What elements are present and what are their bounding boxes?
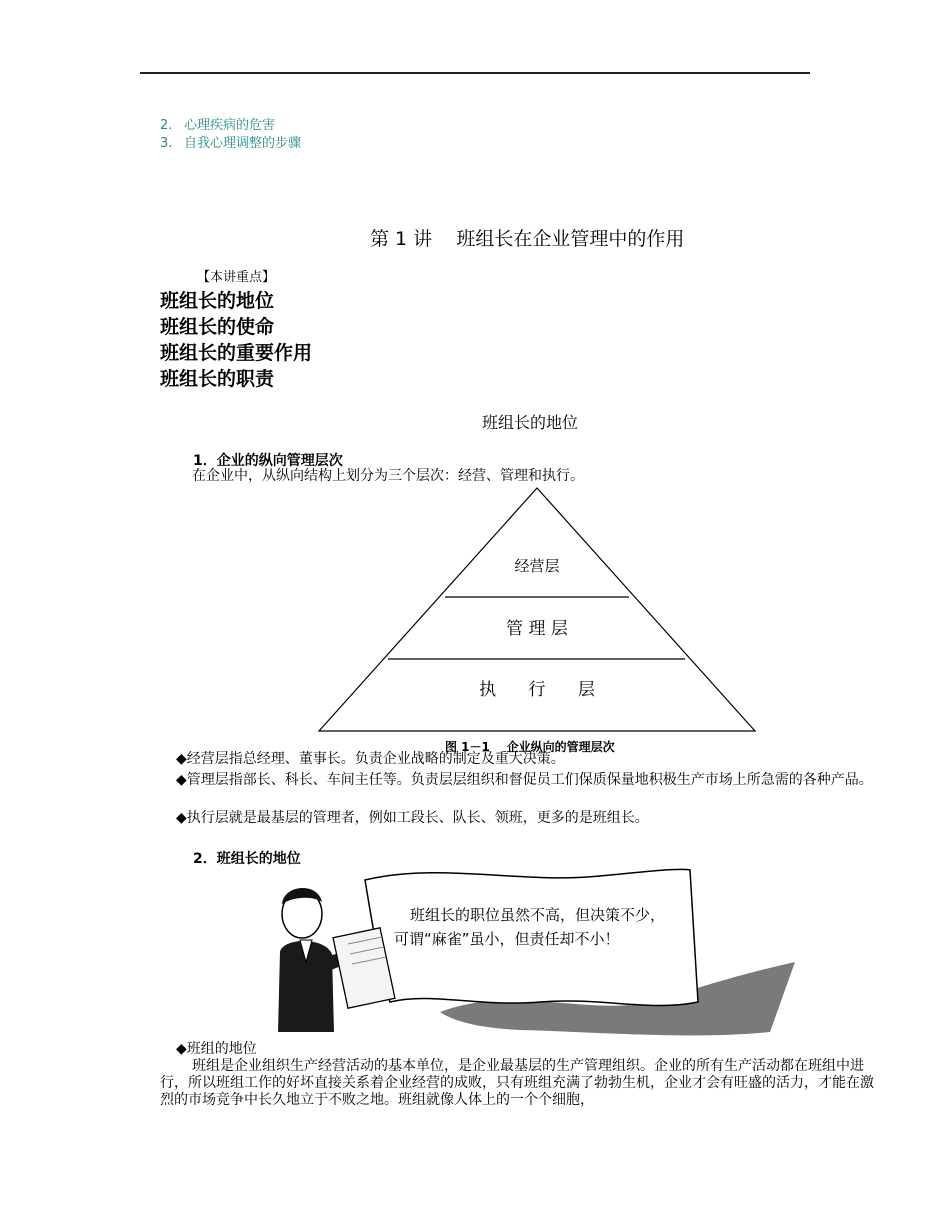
banner-illustration [270,862,800,1042]
pyramid-diagram [315,485,760,735]
key-point-item: 班组长的重要作用 [160,342,313,364]
key-point-item: 班组长的使命 [160,316,275,338]
bullet-item: ◆管理层指部长、科长、车间主任等。负责层层组织和督促员工们保质保量地积极生产市场上所急需的各种产品。 [176,772,873,788]
key-point-item: 班组长的职责 [160,368,275,390]
banner-line-2: 可谓“麻雀”虽小，但责任却不小！ [394,930,620,948]
header-rule [140,72,810,74]
team-paragraph: 班组是企业组织生产经营活动的基本单位，是企业最基层的生产管理组织。企业的所有生产活动都在班组中进行，所以班组工作的好坏直接关系着企业经营的成败，只有班组充满了勃勃生机，企业才会有旺盛的活力，才能在激烈的市场竞争中长久地立于不败之地。班组就像人体上的一个个细胞， [160,1058,874,1108]
bullet-item: ◆班组的地位 [176,1041,257,1057]
section-title: 班组长的地位 [482,413,579,432]
bullet-item: ◆经营层指总经理、董事长。负责企业战略的制定及重大决策。 [176,751,565,767]
figure-caption: 图 1－1 企业纵向的管理层次 [445,740,615,754]
pyramid-top-label: 经营层 [514,557,560,575]
banner-line-1: 班组长的职位虽然不高，但决策不少， [410,906,666,924]
intro-paragraph: 在企业中，从纵向结构上划分为三个层次：经营、管理和执行。 [192,468,584,484]
lecture-title: 第 1 讲 班组长在企业管理中的作用 [370,228,685,250]
key-points-label: 【本讲重点】 [197,270,276,285]
toc-item[interactable]: 2. 心理疾病的危害 [160,118,276,133]
toc-item[interactable]: 3. 自我心理调整的步骤 [160,136,302,151]
pyramid-bottom-label: 执 行 层 [479,680,595,700]
subsection-heading: 1．企业的纵向管理层次 [193,453,343,469]
subsection-heading: 2．班组长的地位 [193,851,301,867]
pyramid-middle-label: 管 理 层 [506,619,568,639]
key-point-item: 班组长的地位 [160,290,275,312]
bullet-item: ◆执行层就是最基层的管理者，例如工段长、队长、领班，更多的是班组长。 [176,810,649,826]
